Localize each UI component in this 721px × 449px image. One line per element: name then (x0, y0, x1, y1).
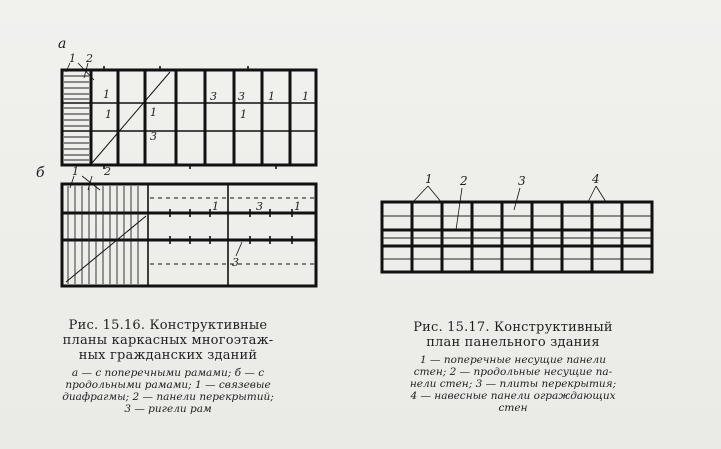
callout-b-3: 1 (212, 200, 219, 213)
callout-b-1: 1 (72, 165, 79, 178)
plan-b-callouts (72, 165, 301, 269)
caption-title-line: Рис. 15.17. Конструктивный (413, 320, 613, 335)
callout-a-10: 1 (240, 108, 247, 121)
caption-legend-line: стен (498, 402, 528, 414)
plan-a-transverse-frames (58, 36, 316, 169)
panel-building-callouts (425, 172, 600, 188)
caption-title-line: планы каркасных многоэтаж- (62, 333, 274, 348)
figure-15-17-caption (363, 320, 663, 414)
callout-a-9: 1 (268, 90, 275, 103)
figure-15-16-legend (14, 367, 322, 415)
caption-legend-line: а — с поперечными рамами; б — с (71, 367, 265, 379)
callout-a-4: 1 (105, 108, 112, 121)
callout-a-1: 1 (69, 52, 76, 65)
panel-b-letter: б (36, 165, 45, 181)
figure-15-17-title (363, 320, 663, 350)
callout-a-6: 3 (150, 130, 157, 143)
figure-15-16-caption (14, 318, 322, 415)
caption-legend-line: стен; 2 — продольные несущие па- (413, 366, 613, 378)
caption-legend-line: нели стен; 3 — плиты перекрытия; (409, 378, 617, 390)
callout-a-5: 1 (150, 106, 157, 119)
callout-1517-4: 4 (592, 172, 600, 186)
caption-legend-line: диафрагмы; 2 — панели перекрытий; (62, 391, 274, 403)
plan-b-longitudinal-frames (36, 165, 316, 286)
callout-1517-3: 3 (518, 174, 526, 188)
panel-building-plan (382, 186, 652, 272)
callout-b-6: 3 (232, 256, 239, 269)
callout-a-11: 1 (302, 90, 309, 103)
callout-a-8: 3 (238, 90, 245, 103)
callout-b-5: 1 (294, 200, 301, 213)
caption-legend-line: продольными рамами; 1 — связевые (65, 379, 271, 391)
callout-a-2: 2 (86, 52, 93, 65)
caption-title-line: план панельного здания (426, 335, 600, 350)
figure-15-16-title (14, 318, 322, 363)
caption-title-line: Рис. 15.16. Конструктивные (68, 318, 268, 333)
plan-a-callouts (69, 52, 309, 143)
caption-legend-line: 4 — навесные панели ограждающих (410, 390, 616, 402)
figure-15-17-legend (363, 354, 663, 414)
callout-a-3: 1 (103, 88, 110, 101)
callout-b-2: 2 (104, 165, 111, 178)
callout-a-7: 3 (210, 90, 217, 103)
caption-title-line: ных гражданских зданий (78, 348, 258, 363)
callout-b-4: 3 (256, 200, 263, 213)
panel-a-letter: а (58, 36, 67, 52)
callout-1517-2: 2 (460, 174, 468, 188)
caption-legend-line: 1 — поперечные несущие панели (420, 354, 606, 366)
callout-1517-1: 1 (425, 172, 433, 186)
caption-legend-line: 3 — ригели рам (124, 403, 212, 415)
